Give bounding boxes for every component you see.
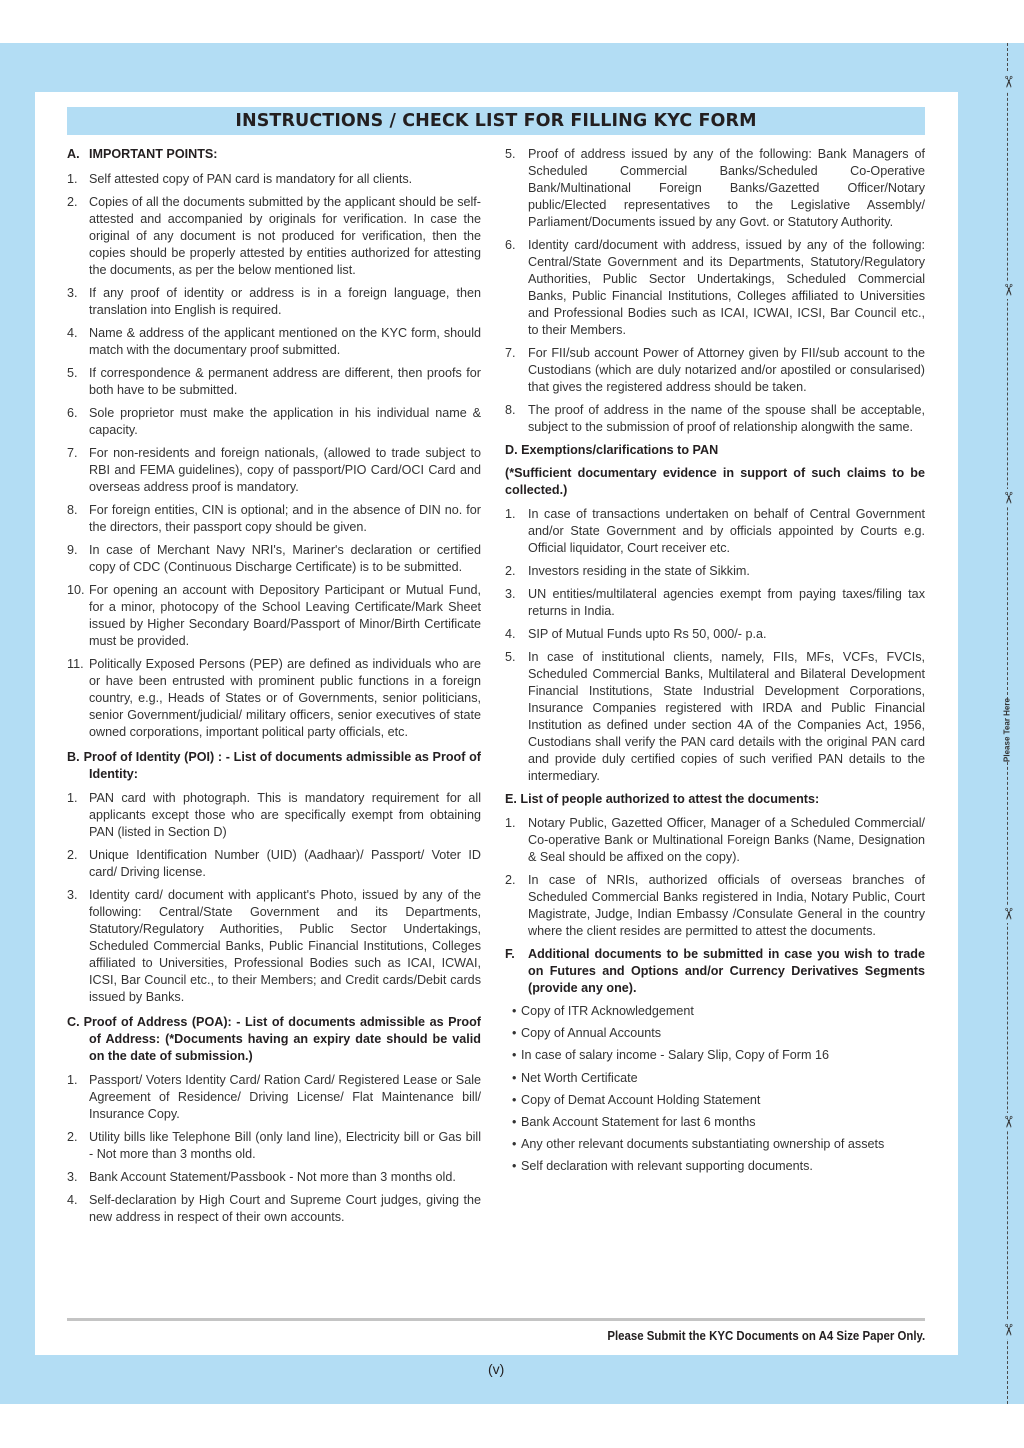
item-number: 1. xyxy=(67,1073,78,1087)
list-item xyxy=(67,365,481,399)
list-item xyxy=(505,815,925,866)
section-c-heading xyxy=(67,1014,481,1065)
section-letter: D. xyxy=(505,443,518,457)
item-number: 3. xyxy=(505,587,516,601)
item-text: Identity card/ document with applicant's Photo, issued by any of the following: Central/State Government and its Departments, Statutory/Regulatory Authorities, Public Sector Undertakings, Scheduled Commercial Banks, Public Financial Institutions, Colleges affiliated to Universities, Professional Bodies such as ICAI, ICWAI, ICSI, Bar Council etc., to their Members; and Credit cards/Debit cards issued by Banks. xyxy=(89,888,481,1004)
bullet-icon: • xyxy=(512,1159,517,1174)
bullet-text: In case of salary income - Salary Slip, Copy of Form 16 xyxy=(521,1048,829,1063)
section-f-bullets xyxy=(505,1003,925,1175)
item-text: Self-declaration by High Court and Supreme Court judges, giving the new address in respect of their own accounts. xyxy=(89,1193,481,1224)
list-item xyxy=(505,649,925,785)
bullet-item xyxy=(512,1136,925,1153)
section-letter: C. xyxy=(67,1015,80,1029)
item-text: In case of Merchant Navy NRI's, Mariner's declaration or certified copy of CDC (Continuous Discharge Certificate) is to be submitted. xyxy=(89,543,481,574)
item-number: 6. xyxy=(505,238,516,252)
item-text: SIP of Mutual Funds upto Rs 50, 000/- p.a. xyxy=(528,627,767,641)
item-number: 7. xyxy=(505,346,516,360)
section-letter: B. xyxy=(67,750,80,764)
item-number: 2. xyxy=(505,564,516,578)
list-item xyxy=(505,345,925,396)
list-item xyxy=(505,237,925,339)
bullet-icon: • xyxy=(512,1004,517,1018)
list-item xyxy=(505,146,925,231)
section-c-list-continued xyxy=(505,146,925,436)
item-number: 1. xyxy=(67,172,78,186)
section-letter: F. xyxy=(505,947,515,961)
item-text: In case of transactions undertaken on behalf of Central Government and/or State Government and by officials appointed by Courts e.g. Official liquidator, Court receiver etc. xyxy=(528,507,925,555)
item-number: 1. xyxy=(505,507,516,521)
item-number: 3. xyxy=(67,888,78,902)
item-text: Passport/ Voters Identity Card/ Ration Card/ Registered Lease or Sale Agreement of Residence/ Driving License/ Flat Maintenance bill/ Insurance Copy. xyxy=(89,1073,481,1121)
section-letter: E. xyxy=(505,792,517,806)
bullet-icon: • xyxy=(512,1026,517,1041)
item-text: Bank Account Statement/Passbook - Not more than 3 months old. xyxy=(89,1170,456,1184)
list-item xyxy=(67,325,481,359)
section-title: Proof of Identity (POI) : - List of documents admissible as Proof of Identity: xyxy=(83,750,481,781)
list-item xyxy=(67,656,481,741)
item-number: 6. xyxy=(67,406,78,420)
list-item xyxy=(67,542,481,576)
scissors-icon: ✂ xyxy=(998,281,1016,299)
section-title: Exemptions/clarifications to PAN xyxy=(521,443,719,457)
item-text: Identity card/document with address, issued by any of the following: Central/State Government and its Departments, Statutory/Regulatory Authorities, Public Sector Undertakings, Scheduled Commercial Banks, Public Financial Institutions, Colleges affiliated to Universities and Professional Bodies such as ICAI, ICWAI, ICSI, Bar Council etc., to their Members. xyxy=(528,238,925,337)
item-number: 3. xyxy=(67,286,78,300)
bullet-text: Bank Account Statement for last 6 months xyxy=(521,1114,756,1129)
bullet-icon: • xyxy=(512,1114,517,1129)
page-title: INSTRUCTIONS / CHECK LIST FOR FILLING KYC FORM xyxy=(235,111,757,131)
item-number: 5. xyxy=(67,366,78,380)
item-number: 4. xyxy=(67,1193,78,1207)
bullet-icon: • xyxy=(512,1092,517,1107)
right-column xyxy=(505,146,925,1181)
list-item xyxy=(67,1169,481,1186)
item-text: For foreign entities, CIN is optional; and in the absence of DIN no. for the directors, their passport copy should be given. xyxy=(89,503,481,534)
scissors-icon: ✂ xyxy=(998,73,1016,91)
section-title: IMPORTANT POINTS: xyxy=(89,147,218,161)
list-item xyxy=(67,194,481,279)
list-item xyxy=(67,1072,481,1123)
section-e-heading xyxy=(505,791,925,808)
list-item xyxy=(505,626,925,643)
item-number: 2. xyxy=(67,1130,78,1144)
item-number: 10. xyxy=(67,583,85,597)
list-item xyxy=(67,1129,481,1163)
item-text: Name & address of the applicant mentioned on the KYC form, should match with the documentary proof submitted. xyxy=(89,326,481,357)
item-number: 7. xyxy=(67,446,78,460)
list-item xyxy=(505,872,925,940)
item-text: In case of NRIs, authorized officials of overseas branches of Scheduled Commercial Banks registered in India, Notary Public, Court Magistrate, Judge, Indian Embassy /Consulate General in the country where the client resides are permitted to attest the documents. xyxy=(528,873,925,938)
list-item xyxy=(505,402,925,436)
item-number: 4. xyxy=(67,326,78,340)
bullet-icon: • xyxy=(512,1137,517,1152)
section-b-heading xyxy=(67,749,481,783)
title-bar xyxy=(67,107,925,135)
list-item xyxy=(67,1192,481,1226)
bullet-text: Copy of Annual Accounts xyxy=(521,1026,662,1041)
item-number: 1. xyxy=(505,816,516,830)
bullet-text: Any other relevant documents substantiating ownership of assets xyxy=(521,1137,885,1152)
section-b-list xyxy=(67,790,481,1006)
item-text: Copies of all the documents submitted by the applicant should be self-attested and accompanied by originals for verification. In case the original of any document is not produced for verification, then the copies should be properly attested by entities authorized for attesting the documents, as per the below mentioned list. xyxy=(89,195,481,277)
list-item xyxy=(67,887,481,1006)
section-title: List of people authorized to attest the documents: xyxy=(520,792,820,806)
footer-rule xyxy=(67,1318,925,1321)
item-number: 2. xyxy=(505,873,516,887)
section-d-heading xyxy=(505,442,925,459)
bullet-item xyxy=(512,1158,925,1175)
tear-label xyxy=(987,700,1024,760)
tear-label-text: Please Tear Here xyxy=(1002,698,1012,762)
item-text: Investors residing in the state of Sikkim. xyxy=(528,564,750,578)
item-text: Unique Identification Number (UID) (Aadhaar)/ Passport/ Voter ID card/ Driving license. xyxy=(89,848,481,879)
item-number: 9. xyxy=(67,543,78,557)
scissors-icon: ✂ xyxy=(998,1113,1016,1131)
list-item xyxy=(67,405,481,439)
item-number: 5. xyxy=(505,650,516,664)
item-number: 8. xyxy=(505,403,516,417)
section-title: Additional documents to be submitted in case you wish to trade on Futures and Options and/or Currency Derivatives Segments (provide any one). xyxy=(528,947,925,995)
item-text: The proof of address in the name of the spouse shall be acceptable, subject to the submission of proof of relationship alongwith the same. xyxy=(528,403,925,434)
list-item xyxy=(67,502,481,536)
item-text: PAN card with photograph. This is mandatory requirement for all applicants except those who are specifically exempt from obtaining PAN (listed in Section D) xyxy=(89,791,481,839)
bullet-text: Net Worth Certificate xyxy=(521,1070,638,1085)
list-item xyxy=(67,285,481,319)
item-text: Utility bills like Telephone Bill (only land line), Electricity bill or Gas bill - Not more than 3 months old. xyxy=(89,1130,481,1161)
item-number: 11. xyxy=(67,657,84,671)
item-text: Politically Exposed Persons (PEP) are defined as individuals who are or have been entrusted with prominent public functions in a foreign country, e.g., Heads of States or of Governments, senior politicians, senior Government/judicial/ military officers, senior executives of state owned corporations, important political party officials, etc. xyxy=(89,657,481,739)
item-text: If correspondence & permanent address are different, then proofs for both have to be submitted. xyxy=(89,366,481,397)
section-a-list xyxy=(67,171,481,741)
item-text: UN entities/multilateral agencies exempt from paying taxes/filing tax returns in India. xyxy=(528,587,925,618)
item-number: 8. xyxy=(67,503,78,517)
bullet-text: Copy of Demat Account Holding Statement xyxy=(521,1092,761,1107)
item-text: For opening an account with Depository Participant or Mutual Fund, for a minor, photocopy of the School Leaving Certificate/Mark Sheet issued by Higher Secondary Board/Passport of Minor/Birth Certificate must be provided. xyxy=(89,583,481,648)
item-text: Sole proprietor must make the application in his individual name & capacity. xyxy=(89,406,481,437)
list-item xyxy=(67,847,481,881)
bullet-item xyxy=(512,1114,925,1131)
bullet-icon: • xyxy=(512,1048,517,1063)
section-letter: A. xyxy=(67,147,80,161)
bullet-text: Copy of ITR Acknowledgement xyxy=(521,1004,694,1018)
item-text: Proof of address issued by any of the following: Bank Managers of Scheduled Commercial Banks/Scheduled Co-Operative Bank/Multinational Foreign Banks/Gazetted Officer/Notary public/Elected representatives to the Legislative Assembly/ Parliament/Documents issued by any Govt. or Statutory Authority. xyxy=(528,147,925,229)
section-d-subheading: (*Sufficient documentary evidence in support of such claims to be collected.) xyxy=(505,466,925,497)
section-c-list xyxy=(67,1072,481,1226)
item-number: 3. xyxy=(67,1170,78,1184)
list-item xyxy=(67,582,481,650)
section-a-heading xyxy=(67,146,481,163)
item-number: 2. xyxy=(67,195,78,209)
item-text: Notary Public, Gazetted Officer, Manager of a Scheduled Commercial/ Co-operative Bank or Multinational Foreign Banks (Name, Designation & Seal should be affixed on the copy). xyxy=(528,816,925,864)
footer-note: Please Submit the KYC Documents on A4 Size Paper Only. xyxy=(607,1328,925,1343)
section-title: Proof of Address (POA): - List of documents admissible as Proof of Address: (*Documents having an expiry date should be valid on the date of submission.) xyxy=(83,1015,481,1063)
bullet-text: Self declaration with relevant supporting documents. xyxy=(521,1159,813,1174)
item-number: 5. xyxy=(505,147,516,161)
page-number: (v) xyxy=(488,1361,505,1377)
list-item xyxy=(67,171,481,188)
item-text: For FII/sub account Power of Attorney given by FII/sub account to the Custodians (which are duly notarized and/or apostiled or consularised) that gives the registered address should be taken. xyxy=(528,346,925,394)
section-d-list xyxy=(505,506,925,785)
left-column xyxy=(67,146,481,1232)
list-item xyxy=(505,586,925,620)
bullet-item xyxy=(512,1025,925,1042)
bullet-item xyxy=(512,1092,925,1109)
section-f-heading xyxy=(505,946,925,997)
instruction-card xyxy=(35,92,958,1355)
item-number: 1. xyxy=(67,791,78,805)
item-text: In case of institutional clients, namely, FIIs, MFs, VCFs, FVCIs, Scheduled Commercial Banks, Multilateral and Bilateral Development Financial Institutions, State Industrial Development Corporations, Insurance Companies registered with IRDA and Public Financial Institution as defined under section 4A of the Companies Act, 1956, Custodians shall verify the PAN card details with the original PAN card and provide duly certified copies of such verified PAN details to the intermediary. xyxy=(528,650,925,783)
list-item xyxy=(505,563,925,580)
scissors-icon: ✂ xyxy=(998,1321,1016,1339)
list-item xyxy=(67,445,481,496)
scissors-icon: ✂ xyxy=(998,905,1016,923)
bullet-item xyxy=(512,1047,925,1064)
item-text: For non-residents and foreign nationals, (allowed to trade subject to RBI and FEMA guidelines), copy of passport/PIO Card/OCI Card and overseas address proof is mandatory. xyxy=(89,446,481,494)
section-e-list xyxy=(505,815,925,940)
list-item xyxy=(505,506,925,557)
list-item xyxy=(67,790,481,841)
scissors-icon: ✂ xyxy=(998,489,1016,507)
item-text: If any proof of identity or address is in a foreign language, then translation into English is required. xyxy=(89,286,481,317)
item-number: 4. xyxy=(505,627,516,641)
bullet-icon: • xyxy=(512,1070,517,1085)
bullet-item xyxy=(512,1003,925,1020)
item-number: 2. xyxy=(67,848,78,862)
item-text: Self attested copy of PAN card is mandatory for all clients. xyxy=(89,172,413,186)
bullet-item xyxy=(512,1070,925,1087)
